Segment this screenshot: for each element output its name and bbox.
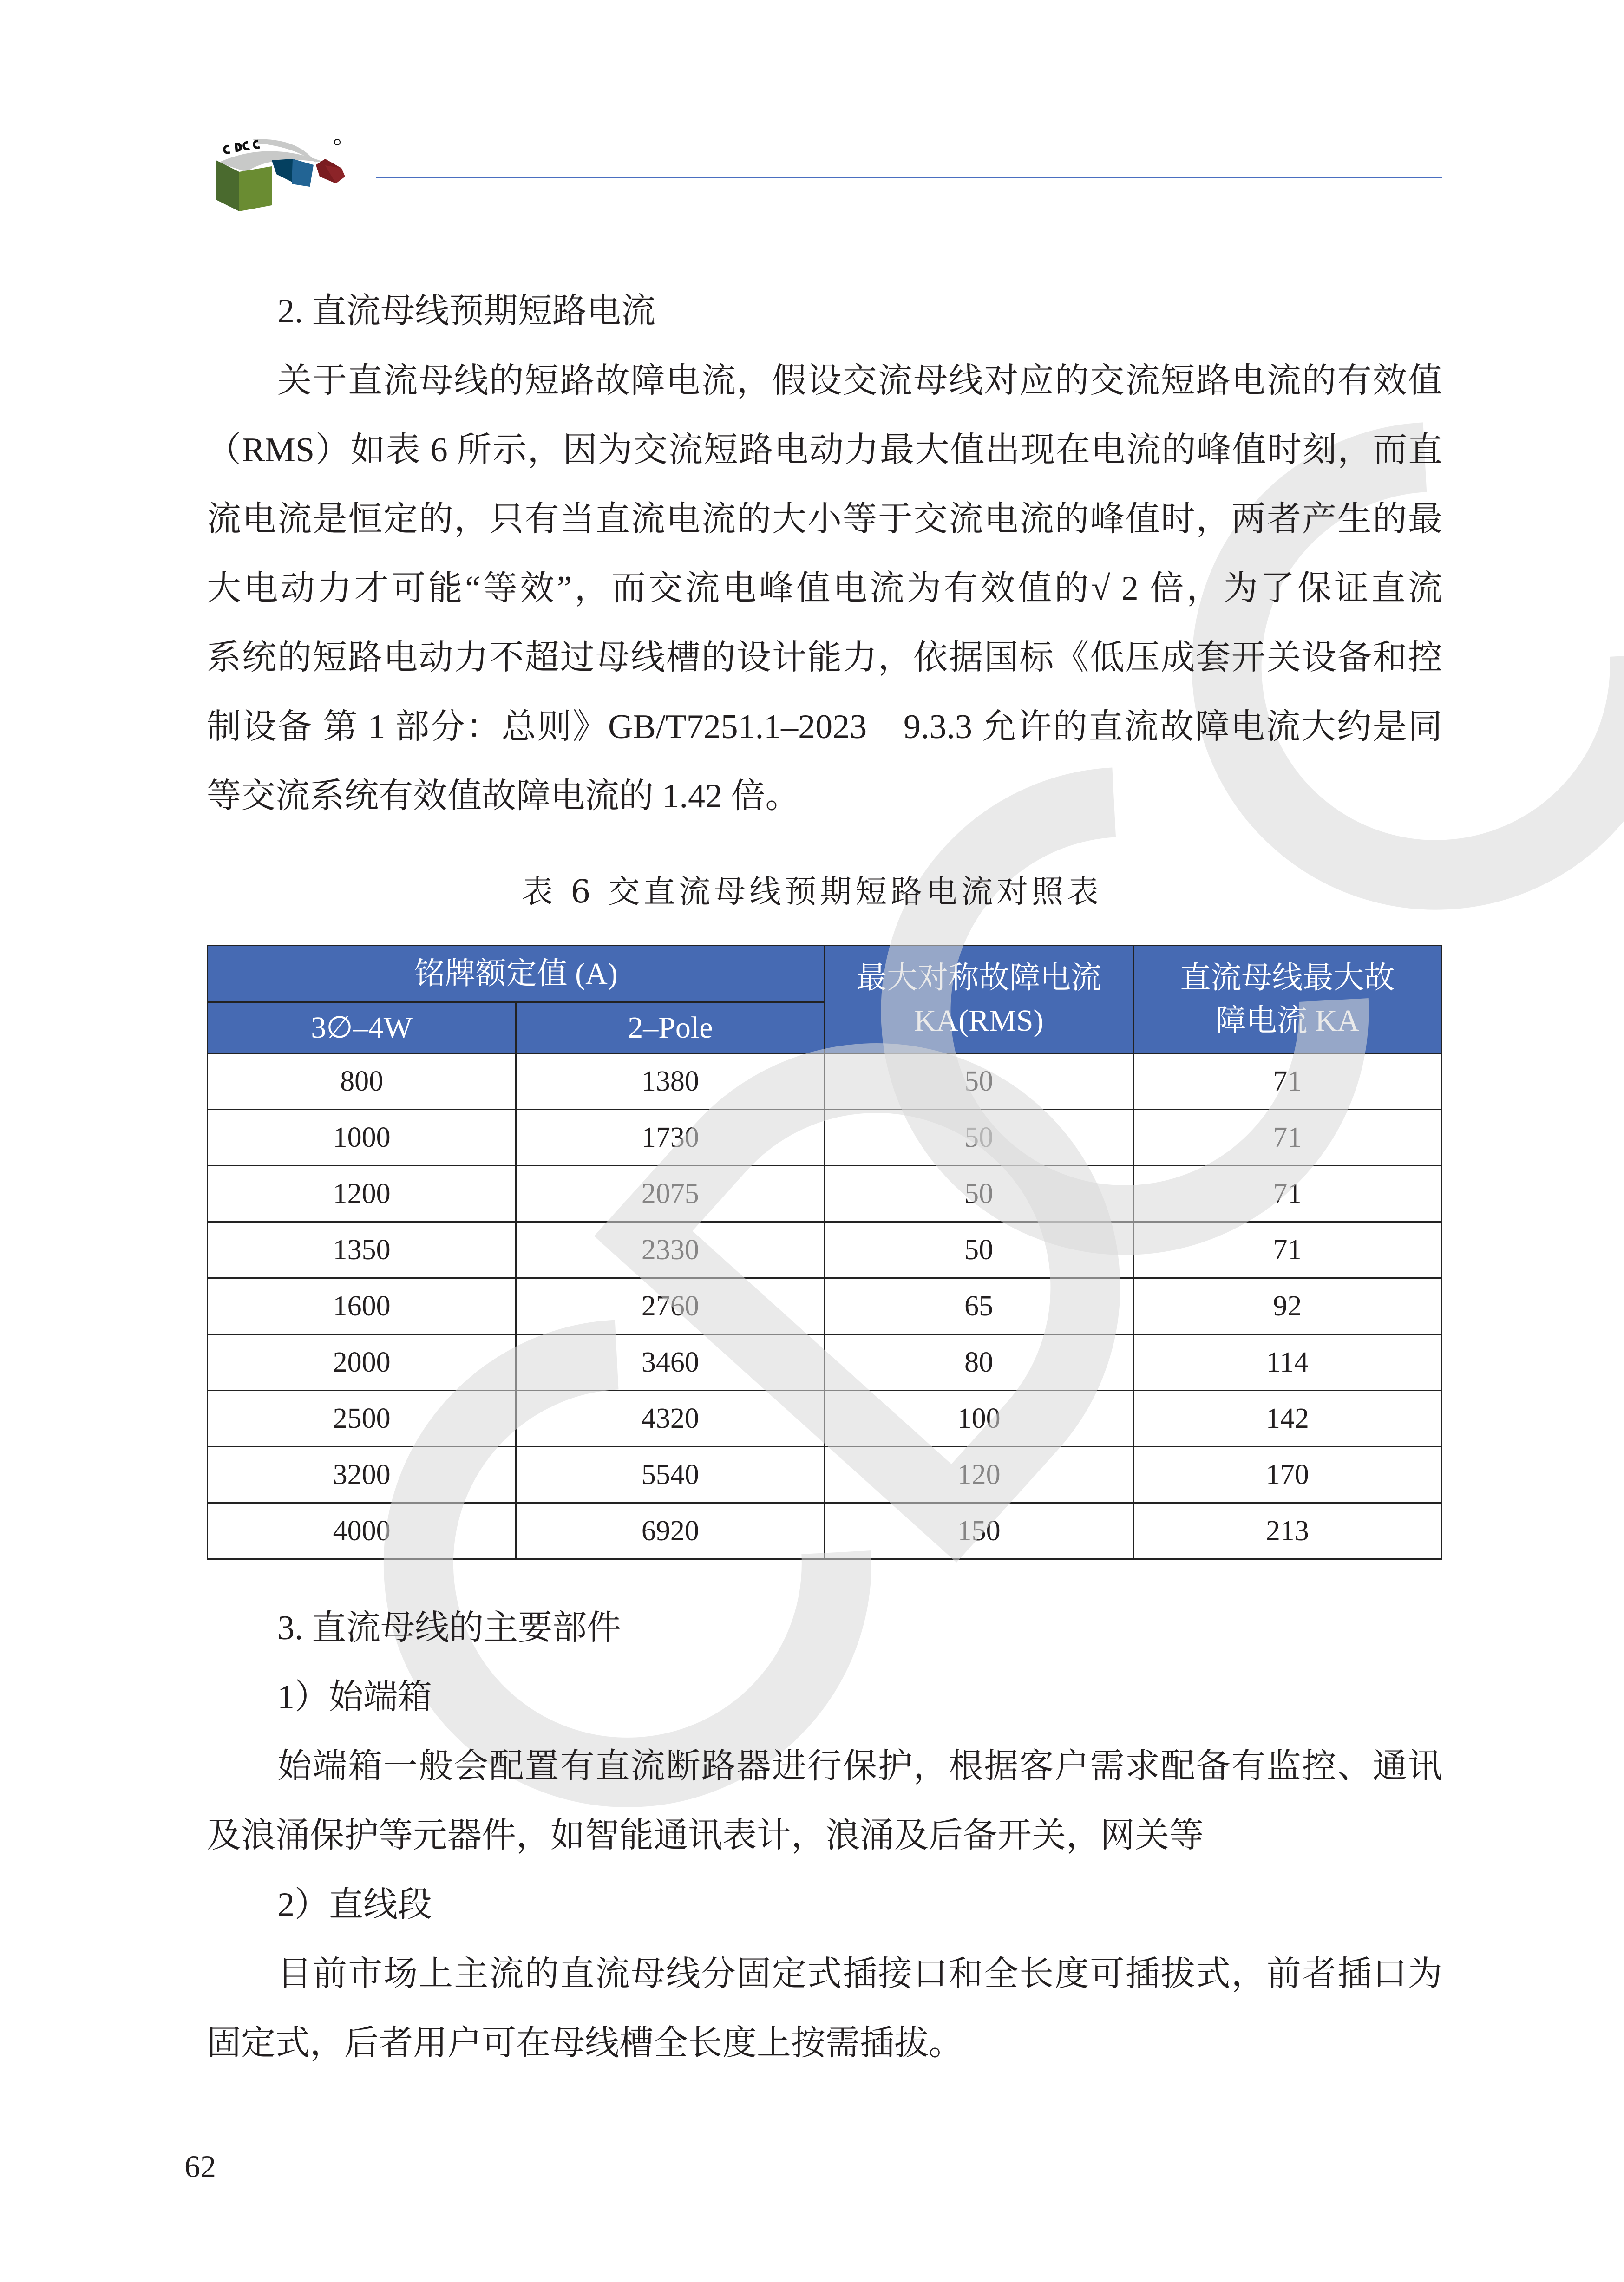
table-cell: 2760 — [516, 1278, 825, 1334]
table-cell: 71 — [1133, 1222, 1441, 1278]
table-cell: 5540 — [516, 1447, 825, 1503]
paragraph-line: （RMS）如表 6 所示，因为交流短路电动力最大值出现在电流的峰值时刻，而直 — [207, 431, 1442, 469]
table-cell: 3200 — [208, 1447, 516, 1503]
section-heading: 2. 直流母线预期短路电流 — [277, 292, 655, 330]
paragraph-line: 关于直流母线的短路故障电流，假设交流母线对应的交流短路电流的有效值 — [277, 362, 1442, 400]
table-cell: 4320 — [516, 1391, 825, 1447]
table-cell: 65 — [825, 1278, 1133, 1334]
col3-header: 最大对称故障电流 KA(RMS) — [825, 946, 1133, 1053]
paragraph-line: 制设备 第 1 部分：总则》GB/T7251.1–2023 9.3.3 允许的直流故障电流大约是同 — [207, 708, 1442, 746]
table-cell: 50 — [825, 1110, 1133, 1166]
table-cell: 213 — [1133, 1503, 1441, 1559]
group-header: 铭牌额定值 (A) — [208, 946, 825, 1002]
table-cell: 1380 — [516, 1053, 825, 1110]
paragraph-line: 系统的短路电动力不超过母线槽的设计能力，依据国标《低压成套开关设备和控 — [207, 639, 1442, 677]
table-row — [208, 1391, 1442, 1447]
table-cell: 50 — [825, 1053, 1133, 1110]
table-cell: 71 — [1133, 1053, 1441, 1110]
table-row — [208, 1166, 1442, 1222]
table-row — [208, 1334, 1442, 1391]
paragraph-line: 等交流系统有效值故障电流的 1.42 倍。 — [207, 777, 800, 815]
table-cell: 80 — [825, 1334, 1133, 1391]
page-number: 62 — [184, 2149, 216, 2184]
registered-mark — [334, 139, 340, 145]
table-cell: 3460 — [516, 1334, 825, 1391]
table-cell: 2330 — [516, 1222, 825, 1278]
sub-header-2pole: 2–Pole — [516, 1002, 825, 1053]
table-cell: 150 — [825, 1503, 1133, 1559]
table-cell: 71 — [1133, 1166, 1441, 1222]
table-cell: 1350 — [208, 1222, 516, 1278]
table-cell: 170 — [1133, 1447, 1441, 1503]
col4-header: 直流母线最大故障电流 KA — [1133, 946, 1441, 1053]
table-cell: 2500 — [208, 1391, 516, 1447]
paragraph-line: 及浪涌保护等元器件，如智能通讯表计，浪涌及后备开关，网关等 — [207, 1817, 1204, 1855]
table-row — [208, 1222, 1442, 1278]
fault-current-table — [207, 945, 1442, 1560]
table-cell: 6920 — [516, 1503, 825, 1559]
table-cell: 800 — [208, 1053, 516, 1110]
table-cell: 2075 — [516, 1166, 825, 1222]
table-row — [208, 1110, 1442, 1166]
table-row — [208, 1053, 1442, 1110]
subsection-heading: 1）始端箱 — [277, 1678, 432, 1716]
table-cell: 50 — [825, 1166, 1133, 1222]
table-cell: 1730 — [516, 1110, 825, 1166]
table-cell: 120 — [825, 1447, 1133, 1503]
logo-lettering — [223, 140, 260, 154]
table-cell: 142 — [1133, 1391, 1441, 1447]
paragraph-line: 大电动力才可能“等效”，而交流电峰值电流为有效值的√ 2 倍，为了保证直流 — [207, 569, 1442, 608]
subsection-heading: 2）直线段 — [277, 1886, 432, 1924]
table-cell: 4000 — [208, 1503, 516, 1559]
paragraph-line: 固定式，后者用户可在母线槽全长度上按需插拔。 — [207, 2024, 963, 2062]
table-cell: 71 — [1133, 1110, 1441, 1166]
paragraph-line: 始端箱一般会配置有直流断路器进行保护，根据客户需求配备有监控、通讯 — [277, 1747, 1442, 1785]
table-row — [208, 1503, 1442, 1559]
section-heading: 3. 直流母线的主要部件 — [277, 1609, 621, 1647]
paragraph-line: 流电流是恒定的，只有当直流电流的大小等于交流电流的峰值时，两者产生的最 — [207, 500, 1442, 538]
table-cell: 92 — [1133, 1278, 1441, 1334]
table-cell: 114 — [1133, 1334, 1441, 1391]
table-row — [208, 1278, 1442, 1334]
cdcc-logo — [200, 121, 348, 214]
sub-header-3phase: 3∅–4W — [208, 1002, 516, 1053]
table-row — [208, 1447, 1442, 1503]
table-cell: 2000 — [208, 1334, 516, 1391]
table-cell: 50 — [825, 1222, 1133, 1278]
table-caption: 表 6 交直流母线预期短路电流对照表 — [521, 874, 1103, 910]
header-rule — [376, 177, 1442, 178]
table-cell: 1000 — [208, 1110, 516, 1166]
paragraph-line: 目前市场上主流的直流母线分固定式插接口和全长度可插拔式，前者插口为 — [277, 1955, 1442, 1993]
table-cell: 1200 — [208, 1166, 516, 1222]
table-cell: 100 — [825, 1391, 1133, 1447]
table-cell: 1600 — [208, 1278, 516, 1334]
